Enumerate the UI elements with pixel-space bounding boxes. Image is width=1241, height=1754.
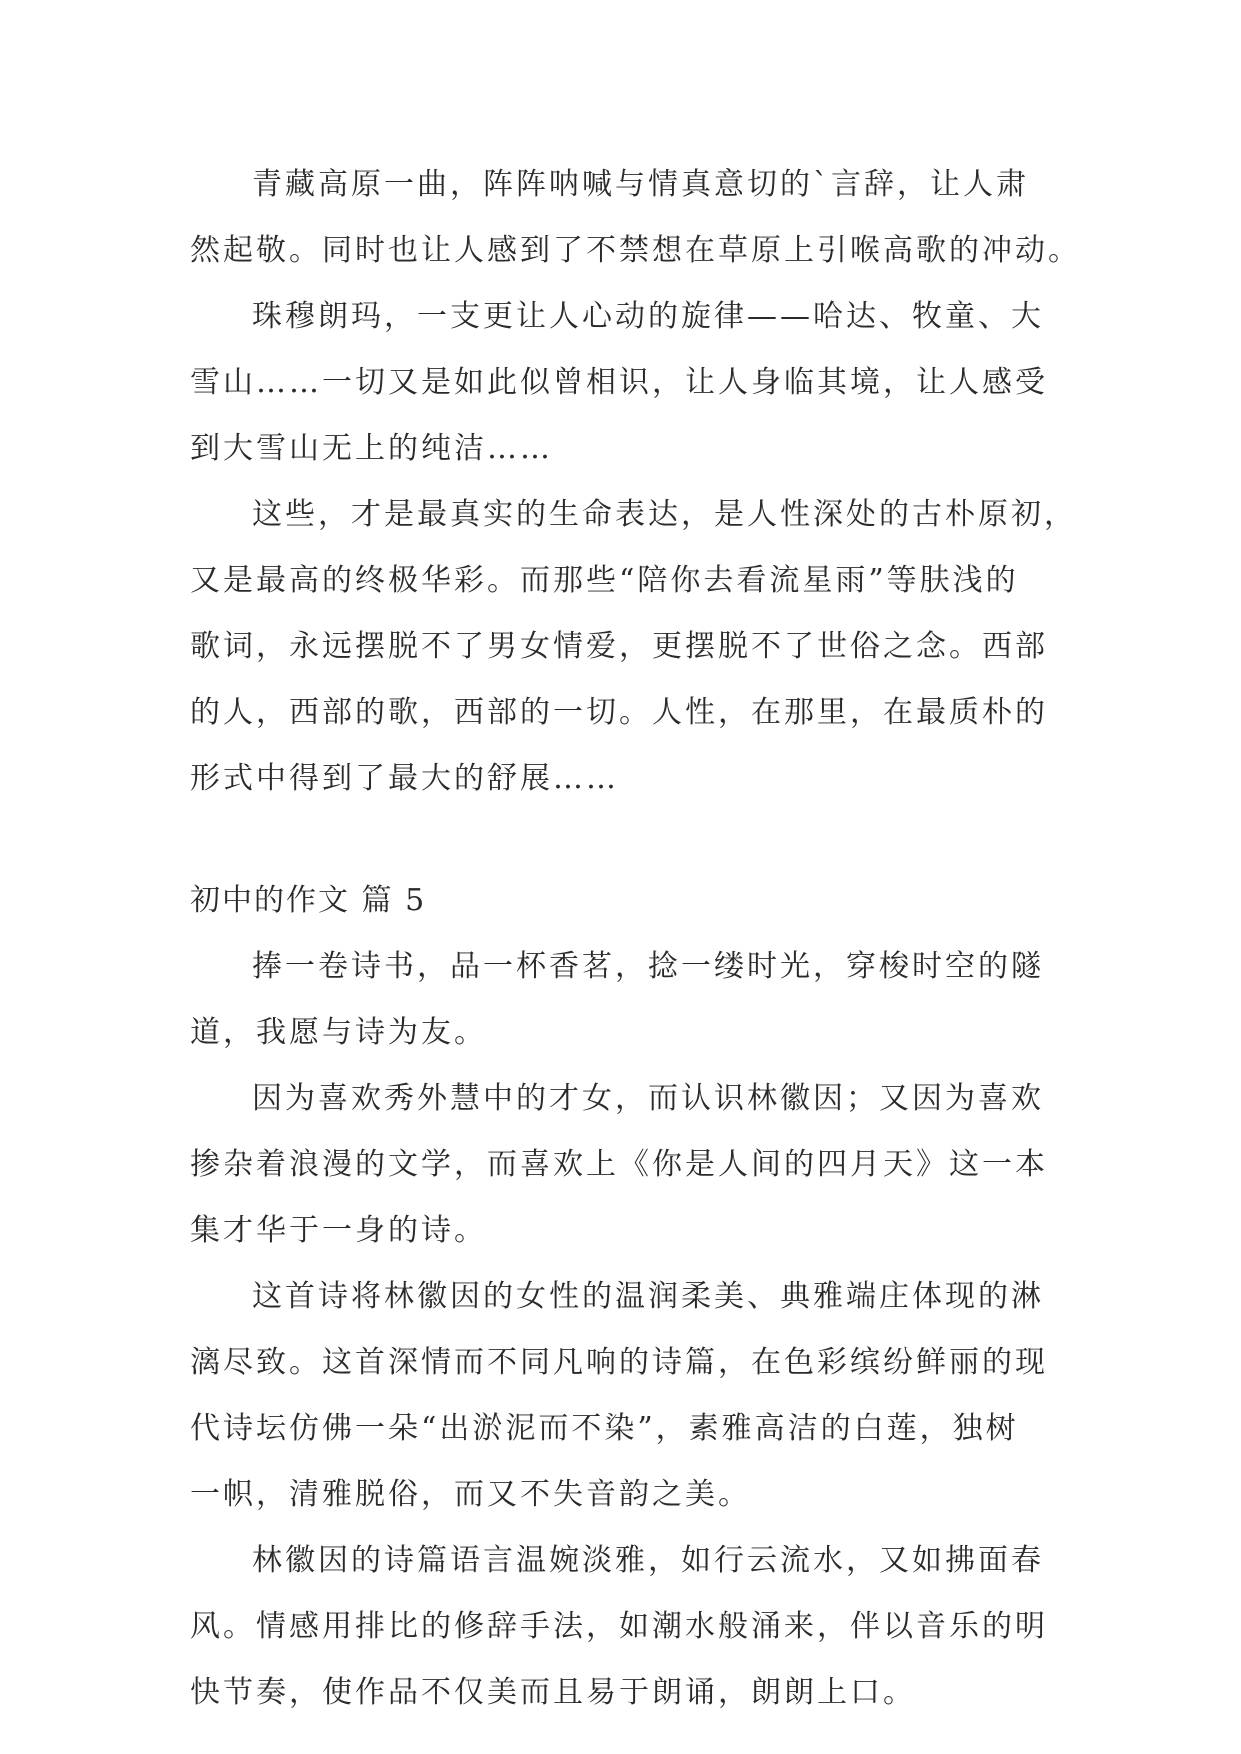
text-line: 珠穆朗玛，一支更让人心动的旋律——哈达、牧童、大 xyxy=(252,299,1044,334)
paragraph xyxy=(190,1528,1070,1726)
text-line: 集才华于一身的诗。 xyxy=(190,1213,487,1248)
text-line: 的人，西部的歌，西部的一切。人性，在那里，在最质朴的 xyxy=(190,695,1048,730)
text-line: 形式中得到了最大的舒展…… xyxy=(190,761,619,796)
paragraph xyxy=(190,934,1070,1066)
text-line: 一帜，清雅脱俗，而又不失音韵之美。 xyxy=(190,1477,751,1512)
text-line: 捧一卷诗书，品一杯香茗，捻一缕时光，穿梭时空的隧 xyxy=(252,949,1044,984)
text-line: 然起敬。同时也让人感到了不禁想在草原上引喉高歌的冲动。 xyxy=(190,233,1081,268)
text-line: 又是最高的终极华彩。而那些“陪你去看流星雨”等肤浅的 xyxy=(190,563,1019,598)
text-line: 快节奏，使作品不仅美而且易于朗诵，朗朗上口。 xyxy=(190,1675,916,1710)
text-line: 青藏高原一曲，阵阵呐喊与情真意切的`言辞，让人肃 xyxy=(252,167,1029,202)
section-heading: 初中的作文 篇 5 xyxy=(190,883,427,918)
paragraph xyxy=(190,152,1081,284)
paragraph xyxy=(190,482,1077,812)
paragraph xyxy=(190,284,1070,482)
text-line: 道，我愿与诗为友。 xyxy=(190,1015,487,1050)
paragraph xyxy=(190,1066,1070,1264)
section-gap xyxy=(190,812,1070,868)
document-body xyxy=(190,152,1081,1726)
text-line: 这些，才是最真实的生命表达，是人性深处的古朴原初， xyxy=(252,497,1077,532)
text-line: 到大雪山无上的纯洁…… xyxy=(190,431,553,466)
text-line: 因为喜欢秀外慧中的才女，而认识林徽因；又因为喜欢 xyxy=(252,1081,1044,1116)
text-line: 代诗坛仿佛一朵“出淤泥而不染”，素雅高洁的白莲，独树 xyxy=(190,1411,1019,1446)
text-line: 漓尽致。这首深情而不同凡响的诗篇，在色彩缤纷鲜丽的现 xyxy=(190,1345,1048,1380)
text-line: 林徽因的诗篇语言温婉淡雅，如行云流水，又如拂面春 xyxy=(252,1543,1044,1578)
text-line: 风。情感用排比的修辞手法，如潮水般涌来，伴以音乐的明 xyxy=(190,1609,1048,1644)
paragraph xyxy=(190,1264,1070,1528)
text-line: 这首诗将林徽因的女性的温润柔美、典雅端庄体现的淋 xyxy=(252,1279,1044,1314)
text-line: 掺杂着浪漫的文学，而喜欢上《你是人间的四月天》这一本 xyxy=(190,1147,1048,1182)
text-line: 歌词，永远摆脱不了男女情爱，更摆脱不了世俗之念。西部 xyxy=(190,629,1048,664)
text-line: 雪山……一切又是如此似曾相识，让人身临其境，让人感受 xyxy=(190,365,1048,400)
